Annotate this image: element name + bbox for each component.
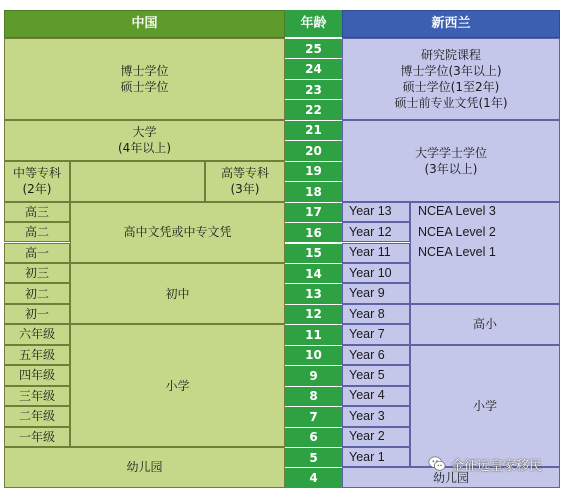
china-header: 中国	[4, 10, 285, 38]
age-cell: 9	[285, 365, 342, 385]
nz-primary: 小学	[410, 345, 560, 468]
china-grade-cell: 一年级	[4, 427, 70, 447]
nz-year-cell: Year 7	[342, 324, 410, 344]
age-cell: 19	[285, 161, 342, 181]
china-primary: 小学	[70, 324, 285, 447]
china-grade-cell: 四年级	[4, 365, 70, 385]
nz-year-cell: Year 1	[342, 447, 410, 467]
nz-year-cell: Year 3	[342, 406, 410, 426]
watermark	[428, 452, 564, 476]
nz-ncea-label: NCEA Level 1	[418, 245, 496, 260]
china-grade-cell: 初一	[4, 304, 70, 324]
nz-header: 新西兰	[342, 10, 560, 38]
china-grade-cell: 高二	[4, 222, 70, 242]
china-senior-high: 高中文凭或中专文凭	[70, 202, 285, 263]
nz-year-cell: Year 2	[342, 427, 410, 447]
nz-year-cell: Year 9	[342, 283, 410, 303]
china-grade-cell: 高三	[4, 202, 70, 222]
nz-ncea-label: NCEA Level 2	[418, 224, 496, 239]
nz-year-cell: Year 4	[342, 386, 410, 406]
china-grade-cell: 初二	[4, 283, 70, 303]
nz-year-cell: Year 8	[342, 304, 410, 324]
age-cell: 16	[285, 222, 342, 242]
age-cell: 14	[285, 263, 342, 283]
nz-year-cell: Year 5	[342, 365, 410, 385]
china-grade-cell: 初三	[4, 263, 70, 283]
age-cell: 12	[285, 304, 342, 324]
china-higher-vocational: 高等专科 (3年)	[205, 161, 285, 202]
age-cell: 21	[285, 120, 342, 140]
age-cell: 11	[285, 324, 342, 344]
age-cell: 24	[285, 58, 342, 78]
china-grade-cell: 二年级	[4, 406, 70, 426]
age-cell: 18	[285, 181, 342, 201]
china-grade-cell: 五年级	[4, 345, 70, 365]
china-postgrad: 博士学位 硕士学位	[4, 38, 285, 120]
nz-intermediate: 高小	[410, 304, 560, 345]
age-cell: 15	[285, 243, 342, 263]
age-cell: 17	[285, 202, 342, 222]
china-blank-cell	[70, 161, 205, 202]
age-cell: 23	[285, 79, 342, 99]
nz-year-cell: Year 12	[342, 222, 410, 242]
china-kindergarten: 幼儿园	[4, 447, 285, 488]
age-cell: 13	[285, 283, 342, 303]
age-cell: 4	[285, 467, 342, 487]
watermark-text: 金征远皇家移民	[451, 458, 543, 474]
age-cell: 10	[285, 345, 342, 365]
china-secondary-vocational: 中等专科 (2年)	[4, 161, 70, 202]
nz-year-cell: Year 11	[342, 243, 410, 263]
age-cell: 7	[285, 406, 342, 426]
china-university: 大学 (4年以上)	[4, 120, 285, 161]
china-junior-high: 初中	[70, 263, 285, 324]
nz-year-cell: Year 6	[342, 345, 410, 365]
age-header: 年龄	[285, 10, 342, 38]
wechat-icon	[428, 455, 446, 473]
age-cell: 8	[285, 386, 342, 406]
nz-kindergarten: 幼儿园	[342, 467, 560, 487]
nz-postgrad: 研究院课程 博士学位(3年以上) 硕士学位(1至2年) 硕士前专业文凭(1年)	[342, 38, 560, 120]
nz-year-cell: Year 13	[342, 202, 410, 222]
nz-ncea-label: NCEA Level 3	[418, 204, 496, 219]
age-cell: 22	[285, 99, 342, 119]
nz-bachelor: 大学学士学位 (3年以上)	[342, 120, 560, 202]
age-cell: 25	[285, 38, 342, 58]
china-grade-cell: 六年级	[4, 324, 70, 344]
china-grade-cell: 高一	[4, 243, 70, 263]
age-cell: 6	[285, 427, 342, 447]
china-grade-cell: 三年级	[4, 386, 70, 406]
nz-year-cell: Year 10	[342, 263, 410, 283]
age-cell: 5	[285, 447, 342, 467]
age-cell: 20	[285, 140, 342, 160]
